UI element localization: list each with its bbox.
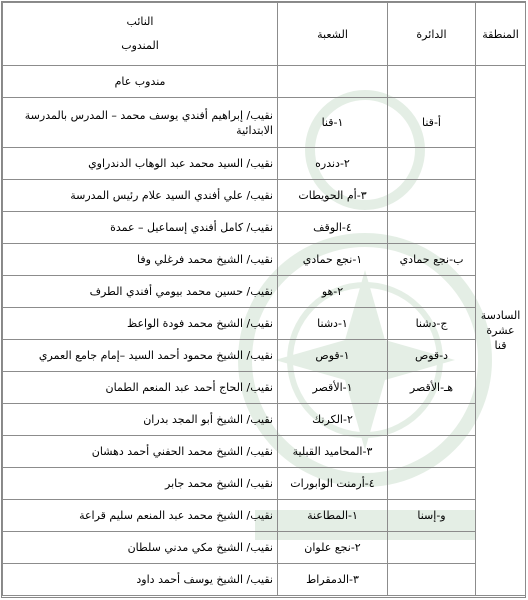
deputy-cell: نقيب/ حسين محمد بيومي أفندي الطرف (3, 276, 278, 308)
circle-cell: د-قوص (388, 340, 476, 372)
general-deputy: مندوب عام (3, 66, 278, 98)
branch-cell: ١-نجع حمادي (278, 244, 388, 276)
deputy-cell: نقيب/ الشيخ أبو المجد بدران (3, 404, 278, 436)
deputy-cell: نقيب/ إبراهيم أفندي يوسف محمد – المدرس بالمدرسة الابتدائية (3, 98, 278, 148)
table-row (3, 372, 526, 404)
branch-cell: ٣-أم الحويطات (278, 180, 388, 212)
deputy-cell: نقيب/ السيد محمد عبد الوهاب الدندراوي (3, 148, 278, 180)
circle-cell: أ-قنا (388, 98, 476, 148)
table-row (3, 500, 526, 532)
circle-cell (388, 148, 476, 180)
circle-cell (388, 180, 476, 212)
table-row (3, 244, 526, 276)
header-deputy-line1: النائب (126, 15, 154, 28)
branch-cell: ٤-أرمنت الوابورات (278, 468, 388, 500)
table-row (3, 436, 526, 468)
branch-cell: ١-المطاعنة (278, 500, 388, 532)
circle-cell: هـ-الأقصر (388, 372, 476, 404)
table-header-row (3, 3, 526, 66)
circle-cell: ج-دشنا (388, 308, 476, 340)
table-row (3, 276, 526, 308)
deputy-cell: نقيب/ علي أفندي السيد علام رئيس المدرسة (3, 180, 278, 212)
table-row (3, 180, 526, 212)
header-deputy-line2: المندوب (121, 39, 159, 52)
circle-cell (388, 436, 476, 468)
deputy-cell: نقيب/ الشيخ محمود أحمد السيد –إمام جامع العمري (3, 340, 278, 372)
circle-cell (388, 212, 476, 244)
circle-cell (388, 404, 476, 436)
table-row (3, 212, 526, 244)
branch-cell: ١-الأقصر (278, 372, 388, 404)
circle-cell (388, 564, 476, 596)
circle-cell (388, 66, 476, 98)
table-row (3, 308, 526, 340)
table-row (3, 98, 526, 148)
header-region: المنطقة (476, 3, 526, 66)
branch-cell: ١-قنا (278, 98, 388, 148)
header-deputy (3, 3, 278, 66)
branch-cell: ٢-هو (278, 276, 388, 308)
branch-cell: ١-قوص (278, 340, 388, 372)
table-row (3, 564, 526, 596)
branch-cell: ٤-الوقف (278, 212, 388, 244)
deputy-cell: نقيب/ الشيخ مكي مدني سلطان (3, 532, 278, 564)
branch-cell: ١-دشنا (278, 308, 388, 340)
circle-cell: ب-نجع حمادي (388, 244, 476, 276)
deputy-cell: نقيب/ الشيخ محمد الحفني أحمد دهشان (3, 436, 278, 468)
deputy-cell: نقيب/ الشيخ محمد فودة الواعظ (3, 308, 278, 340)
deputy-cell: نقيب/ كامل أفندي إسماعيل – عمدة (3, 212, 278, 244)
header-circle: الدائرة (388, 3, 476, 66)
header-branch: الشعبة (278, 3, 388, 66)
circle-cell (388, 468, 476, 500)
branch-cell: ٢-دندره (278, 148, 388, 180)
deputy-cell: نقيب/ الشيخ محمد جابر (3, 468, 278, 500)
deputy-cell: نقيب/ الحاج أحمد عبد المنعم الطمان (3, 372, 278, 404)
branch-cell: ٢-الكرنك (278, 404, 388, 436)
branch-cell: ٢-نجع علوان (278, 532, 388, 564)
table-row (3, 404, 526, 436)
table-row (3, 148, 526, 180)
circle-cell (388, 276, 476, 308)
general-deputy-row (3, 66, 526, 98)
branch-cell: ٣-المحاميد القبلية (278, 436, 388, 468)
table-row (3, 340, 526, 372)
table-row (3, 468, 526, 500)
branch-cell: ٣-الدمقراط (278, 564, 388, 596)
region-cell: السادسة عشرة قنا (476, 66, 526, 596)
branches-table (2, 2, 526, 596)
deputy-cell: نقيب/ الشيخ محمد عبد المنعم سليم قراعة (3, 500, 278, 532)
table-row (3, 532, 526, 564)
deputy-cell: نقيب/ الشيخ يوسف أحمد داود (3, 564, 278, 596)
branch-cell (278, 66, 388, 98)
circle-cell (388, 532, 476, 564)
deputy-cell: نقيب/ الشيخ محمد فرغلي وفا (3, 244, 278, 276)
circle-cell: و-إسنا (388, 500, 476, 532)
